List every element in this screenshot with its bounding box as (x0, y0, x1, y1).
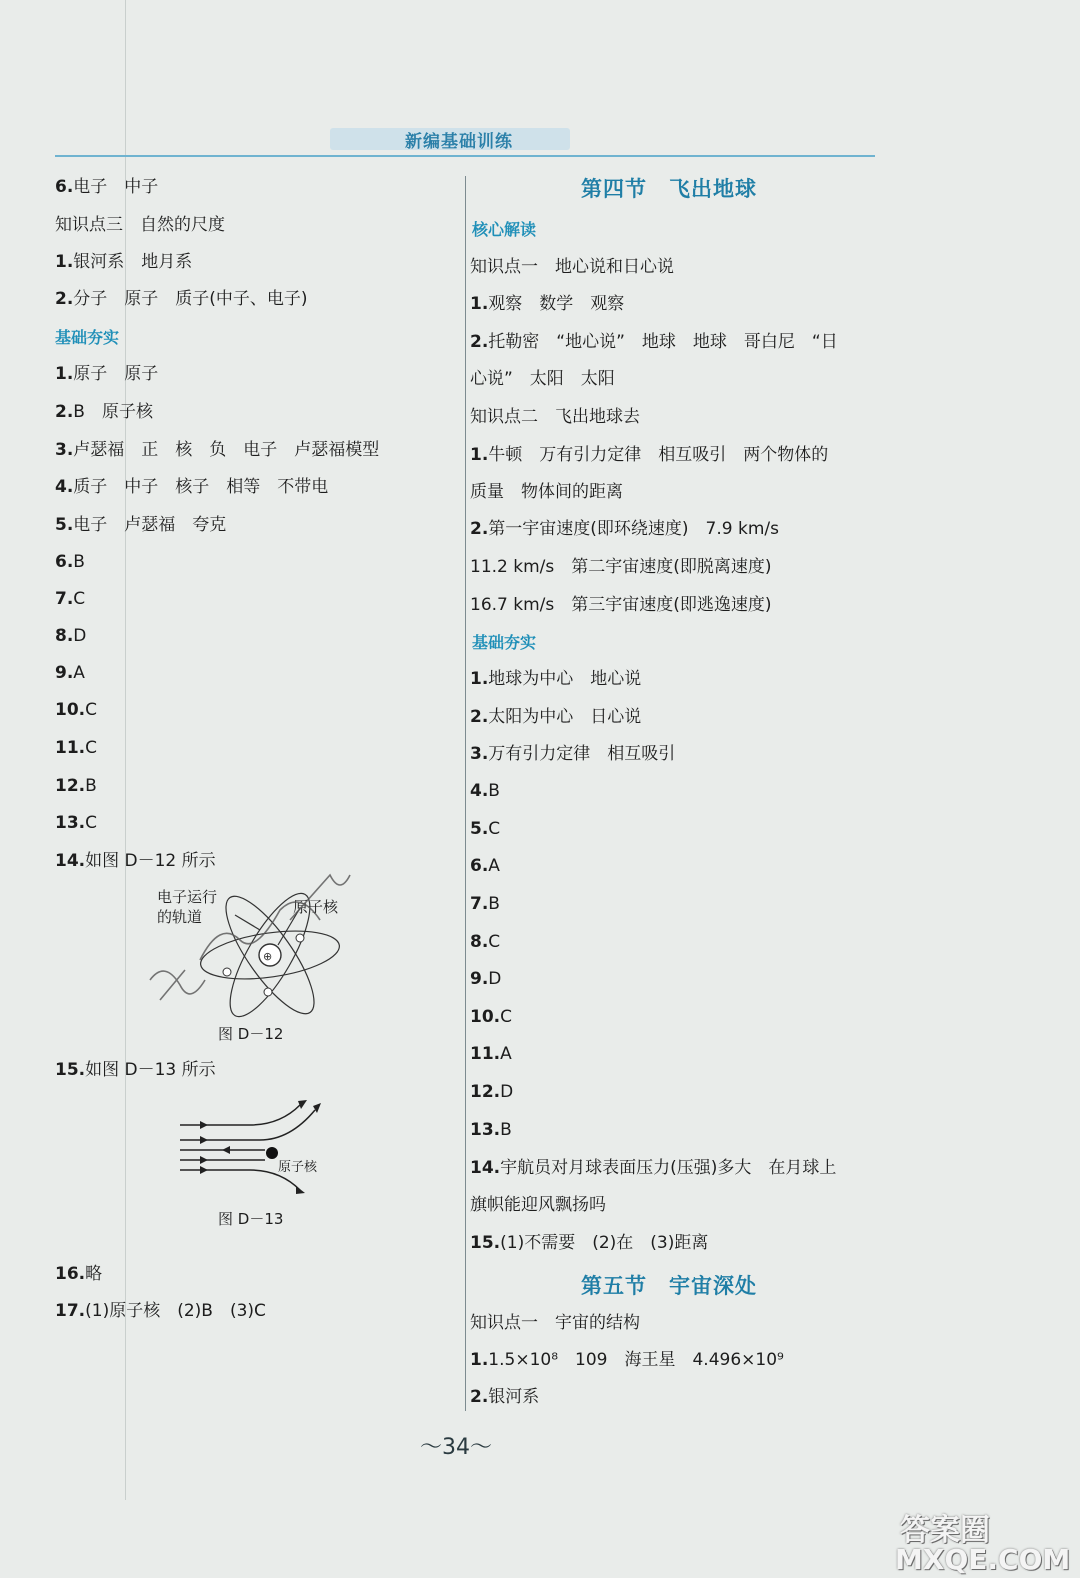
answer-line: 9.A (55, 663, 85, 683)
fig12-label-orbit-2: 的轨道 (157, 908, 203, 926)
answer-line: 4.B (470, 781, 500, 801)
answer-line: 8.C (470, 932, 501, 952)
answer-line: 12.B (55, 776, 97, 796)
fig13-caption: 图 D－13 (218, 1210, 284, 1228)
handwriting-scribble (150, 875, 350, 1000)
svg-text:⊕: ⊕ (263, 950, 273, 963)
answer-line-cont: 质量 物体间的距离 (470, 482, 623, 502)
answer-line: 1.牛顿 万有引力定律 相互吸引 两个物体的 (470, 445, 829, 465)
answer-line: 16.略 (55, 1264, 103, 1284)
knowledge-point-heading: 知识点一 地心说和日心说 (470, 257, 674, 277)
knowledge-point-heading: 知识点二 飞出地球去 (470, 407, 640, 427)
answer-line: 6.B (55, 552, 85, 572)
answer-line-cont: 16.7 km/s 第三宇宙速度(即逃逸速度) (470, 595, 772, 615)
answer-line: 15.如图 D－13 所示 (55, 1060, 216, 1080)
answer-line: 12.D (470, 1082, 514, 1102)
answer-line: 6.电子 中子 (55, 177, 159, 197)
knowledge-point-heading: 知识点三 自然的尺度 (55, 215, 225, 235)
answer-line: 1.银河系 地月系 (55, 252, 193, 272)
page-number: ～34～ (420, 1435, 492, 1460)
answer-line: 15.(1)不需要 (2)在 (3)距离 (470, 1233, 709, 1253)
answer-line: 2.银河系 (470, 1387, 540, 1407)
answer-line: 11.A (470, 1044, 512, 1064)
fig12-label-nucleus: 原子核 (293, 898, 339, 916)
answer-line: 7.B (470, 894, 500, 914)
answer-line: 13.B (470, 1120, 512, 1140)
answer-line: 10.C (470, 1007, 512, 1027)
answer-line: 17.(1)原子核 (2)B (3)C (55, 1301, 266, 1321)
answer-line: 9.D (470, 969, 502, 989)
answer-line: 2.第一宇宙速度(即环绕速度) 7.9 km/s (470, 519, 779, 539)
answer-line: 11.C (55, 738, 97, 758)
answer-line-cont: 旗帜能迎风飘扬吗 (470, 1195, 606, 1215)
answer-line: 4.质子 中子 核子 相等 不带电 (55, 477, 329, 497)
answer-line: 10.C (55, 700, 97, 720)
answer-line: 7.C (55, 589, 86, 609)
fig12-caption: 图 D－12 (218, 1025, 284, 1043)
header-rule (55, 155, 875, 157)
watermark-url: MXQE.COM (895, 1543, 1071, 1576)
fig12-label-orbit-1: 电子运行 (157, 888, 218, 906)
answer-line: 5.C (470, 819, 501, 839)
answer-line: 2.分子 原子 质子(中子、电子) (55, 289, 308, 309)
knowledge-point-heading: 知识点一 宇宙的结构 (470, 1313, 640, 1333)
answer-line-cont: 11.2 km/s 第二宇宙速度(即脱离速度) (470, 557, 772, 577)
answer-line: 1.观察 数学 观察 (470, 294, 625, 314)
answer-line: 3.卢瑟福 正 核 负 电子 卢瑟福模型 (55, 440, 380, 460)
answer-line: 2.太阳为中心 日心说 (470, 707, 642, 727)
answer-line: 13.C (55, 813, 97, 833)
alpha-scattering-figure (170, 1090, 340, 1200)
subheading-core: 核心解读 (472, 220, 537, 239)
answer-line: 1.1.5×10⁸ 109 海王星 4.496×10⁹ (470, 1350, 784, 1370)
section5-title: 第五节 宇宙深处 (581, 1273, 757, 1298)
fig13-label-nucleus: 原子核 (278, 1160, 318, 1175)
atom-model-figure (140, 860, 370, 1030)
answer-line-cont: 心说” 太阳 太阳 (470, 369, 615, 389)
answer-line: 1.地球为中心 地心说 (470, 669, 642, 689)
answer-line: 14.宇航员对月球表面压力(压强)多大 在月球上 (470, 1158, 837, 1178)
subheading-basic: 基础夯实 (55, 328, 120, 347)
answer-line: 2.托勒密 “地心说” 地球 地球 哥白尼 “日 (470, 332, 838, 352)
watermark-logo: 答案圈 (900, 1513, 990, 1548)
column-divider (465, 176, 466, 1411)
answer-line: 14.如图 D－12 所示 (55, 851, 216, 871)
subheading-basic: 基础夯实 (472, 633, 537, 652)
answer-line: 8.D (55, 626, 87, 646)
answer-line: 2.B 原子核 (55, 402, 153, 422)
section4-title: 第四节 飞出地球 (581, 176, 757, 201)
header-title: 新编基础训练 (405, 132, 513, 152)
answer-line: 5.电子 卢瑟福 夸克 (55, 515, 227, 535)
answer-line: 6.A (470, 856, 500, 876)
answer-line: 3.万有引力定律 相互吸引 (470, 744, 676, 764)
answer-line: 1.原子 原子 (55, 364, 159, 384)
